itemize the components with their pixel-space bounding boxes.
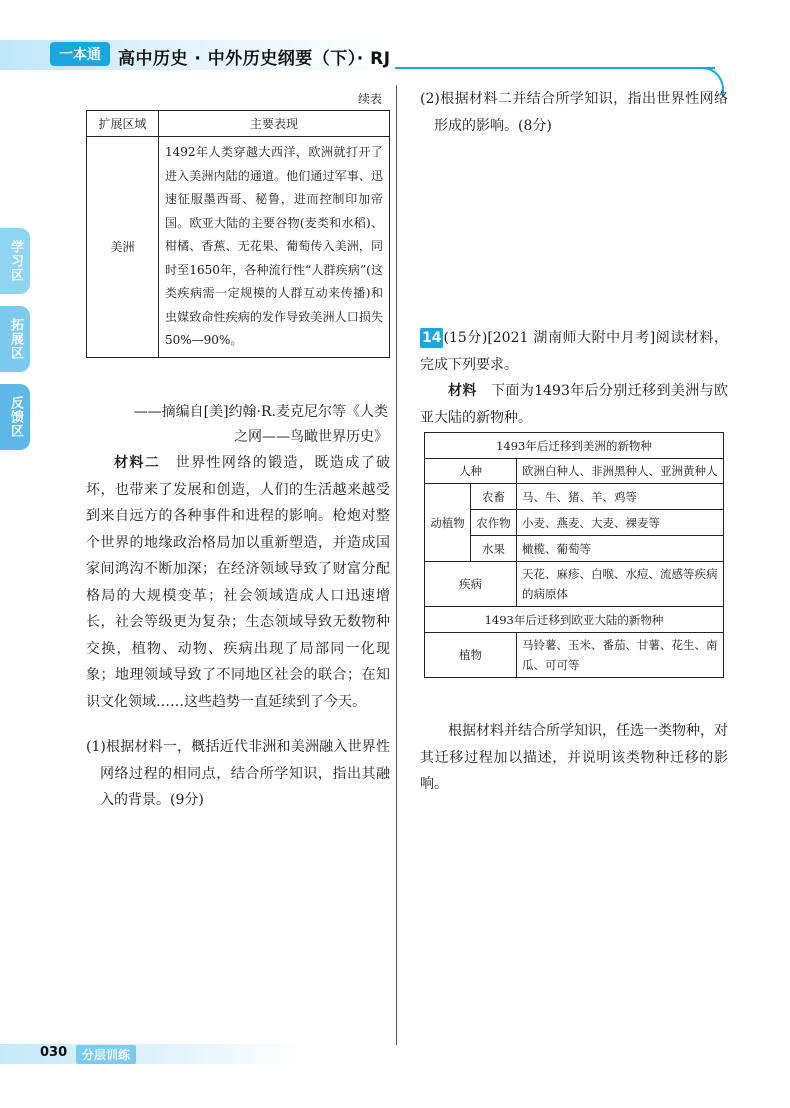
question-2: (2)根据材料二并结合所学知识，指出世界性网络形成的影响。(8分) (420, 91, 728, 134)
side-tab-extend[interactable]: 拓展区 (0, 306, 30, 372)
series-logo (50, 42, 110, 66)
row-label-crops: 农作物 (471, 510, 517, 536)
table-header-performance: 主要表现 (159, 111, 390, 137)
table-header-region: 扩展区域 (87, 111, 159, 137)
logo-text: 一本通 (59, 47, 101, 63)
row-label-disease: 疾病 (425, 562, 517, 607)
table-title-eurasia: 1493年后迁移到欧亚大陆的新物种 (425, 607, 724, 633)
row-label-human: 人种 (425, 459, 517, 484)
row-value-crops: 小麦、燕麦、大麦、裸麦等 (517, 510, 724, 536)
page-title: 高中历史 · 中外历史纲要（下）· RJ (118, 49, 391, 69)
footer-label: 分层训练 (76, 1045, 136, 1064)
row-value-fruit: 橄榄、葡萄等 (517, 536, 724, 562)
material-two-label: 材料二 (114, 455, 161, 471)
material-two-text: 世界性网络的锻造，既造成了破坏，也带来了发展和创造，人们的生活越来越受到来自远方的各种事件和进程的影响。枪炮对整个世界的地缘政治格局加以重新塑造，并造成国家间鸿沟不断加深；在经济领域导致了财富分配格局的大规模变革；社会领域造成人口迅速增长，社会等级更为复杂；生态领域导致无数物种交换，植物、动物、疾病出现了局部同一化现象；地理领域导致了不同地区社会的联合；在知识文化领域……这些趋势一直延续到了今天。 (86, 455, 391, 710)
table-title-america: 1493年后迁移到美洲的新物种 (425, 433, 724, 459)
table-region-cell: 美洲 (87, 137, 159, 358)
expansion-table (86, 110, 390, 358)
question-14-instruction: 根据材料并结合所学知识，任选一类物种，对其迁移过程加以描述，并说明该类物种迁移的影响。 (420, 723, 728, 792)
source-citation-line1: ——摘编自[美]约翰·R.麦克尼尔等《人类 (133, 404, 388, 420)
species-table (424, 432, 724, 678)
row-value-disease: 天花、麻疹、白喉、水痘、流感等疾病的病原体 (517, 562, 724, 607)
row-label-fruit: 水果 (471, 536, 517, 562)
material-label: 材料 (448, 383, 477, 399)
question-1: (1)根据材料一，概括近代非洲和美洲融入世界性网络过程的相同点，结合所学知识，指出其融入的背景。(9分) (86, 739, 390, 808)
side-tab-study[interactable]: 学习区 (0, 228, 30, 294)
row-value-human: 欧洲白种人、非洲黑种人、亚洲黄种人 (517, 459, 724, 484)
material-two-paragraph (86, 450, 390, 715)
row-label-animal-plant: 动植物 (425, 484, 471, 562)
question-14 (420, 325, 728, 378)
side-tab-feedback[interactable]: 反馈区 (0, 384, 30, 450)
source-citation-line2: 之网——鸟瞰世界历史》 (234, 429, 388, 445)
row-value-plant: 马铃薯、玉米、番茄、甘薯、花生、南瓜、可可等 (517, 633, 724, 678)
question-14-head: (15分)[2021 湖南师大附中月考]阅读材料，完成下列要求。 (420, 330, 728, 373)
row-label-plant: 植物 (425, 633, 517, 678)
row-value-livestock: 马、牛、猪、羊、鸡等 (517, 484, 724, 510)
page-number: 030 (40, 1045, 68, 1060)
continued-label: 续表 (358, 92, 383, 106)
material-paragraph (420, 378, 728, 431)
header-rule (395, 67, 715, 69)
row-label-livestock: 农畜 (471, 484, 517, 510)
material-text: 下面为1493年后分别迁移到美洲与欧亚大陆的新物种。 (420, 383, 728, 426)
column-divider (396, 85, 397, 1045)
question-number-badge: 14 (422, 330, 442, 346)
table-content-cell: 1492年人类穿越大西洋，欧洲就打开了进入美洲内陆的通道。他们通过军事、迅速征服墨西哥、秘鲁，进而控制印加帝国。欧亚大陆的主要谷物(麦类和水稻)、柑橘、香蕉、无花果、葡萄传入美洲，同时至1650年，各种流行性“人群疾病”(这类疾病需一定规模的人群互动来传播)和虫媒致命性疾病的发作导致美洲人口损失50%—90%。 (159, 137, 390, 358)
